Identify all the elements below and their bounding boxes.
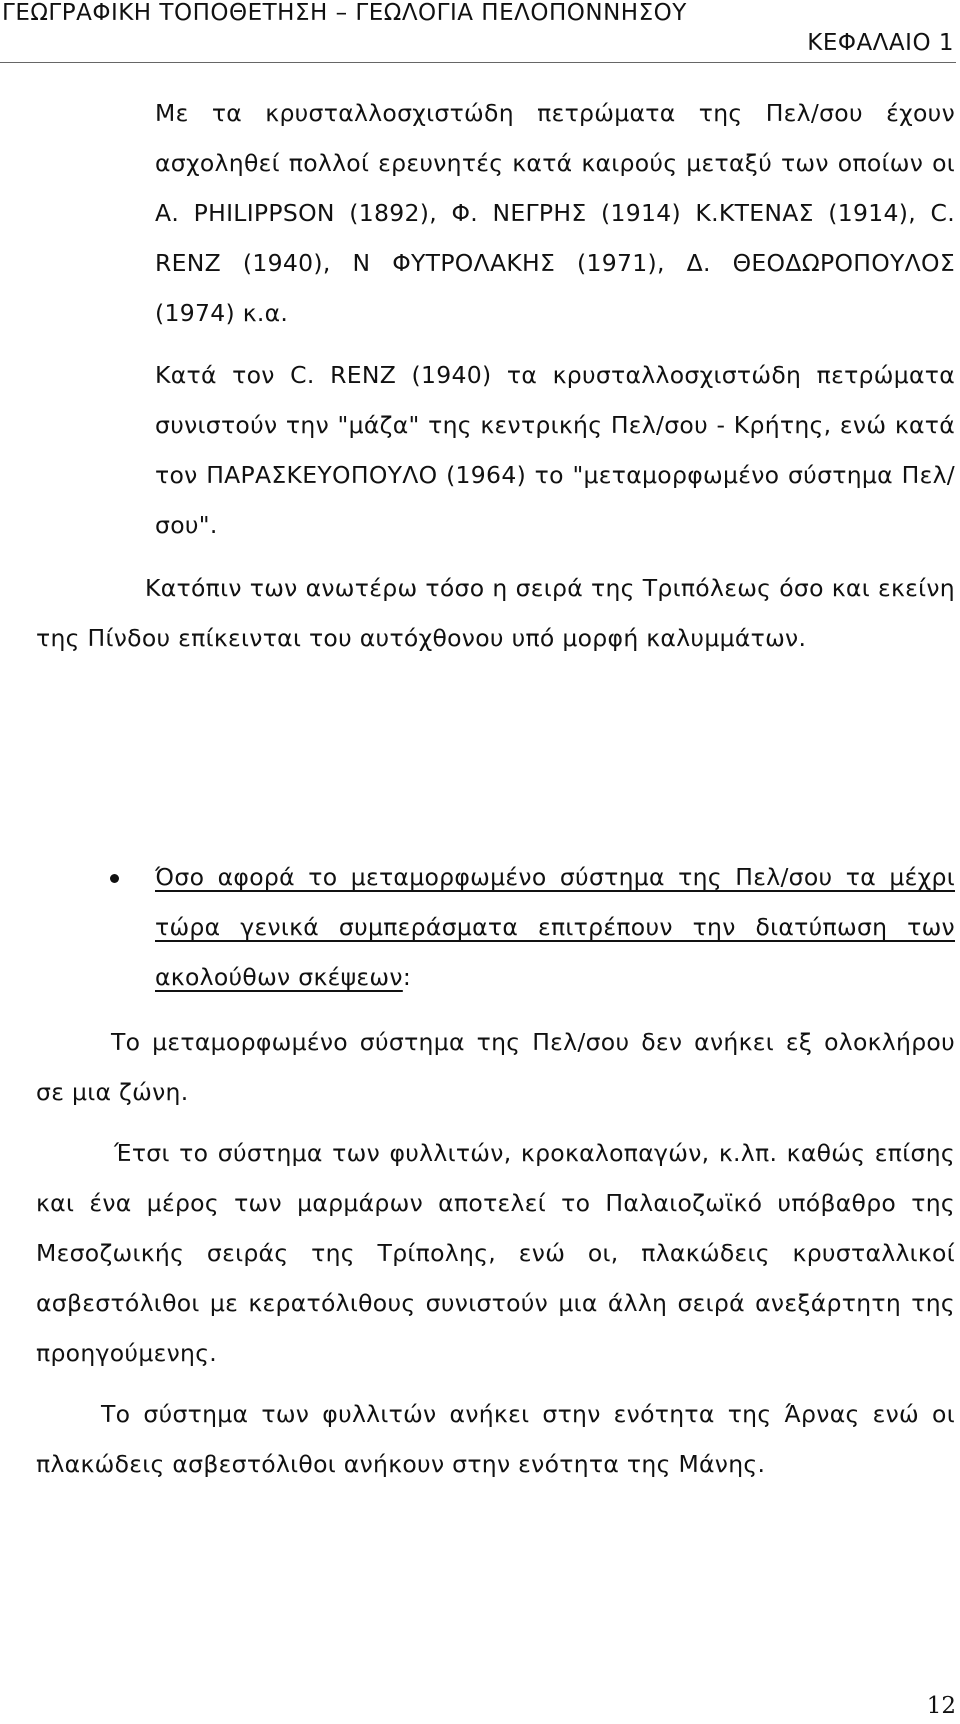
paragraph-renz: Κατά τον C. RENZ (1940) τα κρυσταλλοσχιστώδη πετρώματα συνιστούν την "μάζα" της κεντρικής Πελ/σου - Κρήτης, ενώ κατά τον ΠΑΡΑΣΚΕΥΟΠΟΥΛΟ (1964) το "μεταμορφωμένο σύστημα Πελ/σου". (155, 361, 955, 539)
header-chapter: ΚΕΦΑΛΑΙΟ 1 (807, 30, 954, 56)
page-number: 12 (926, 1693, 956, 1719)
bullet-suffix: : (402, 963, 412, 991)
paragraph-phyllites: Έτσι το σύστημα των φυλλιτών, κροκαλοπαγών, κ.λπ. καθώς επίσης και ένα μέρος των μαρμάρων αποτελεί το Παλαιοζωϊκό υπόβαθρο της Μεσοζωικής σειράς της Τρίπολης, ενώ οι, πλακώδεις κρυσταλλικοί ασβεστόλιθοι με κερατόλιθους συνιστούν μια άλλη σειρά ανεξάρτητη της προηγούμενης. (36, 1139, 955, 1367)
paragraph-units: Το σύστημα των φυλλιτών ανήκει στην ενότητα της Άρνας ενώ οι πλακώδεις ασβεστόλιθοι ανήκουν στην ενότητα της Μάνης. (36, 1400, 955, 1478)
bullet-text (155, 852, 955, 1002)
bullet-dot-icon (110, 874, 119, 883)
paragraph-nappes: Κατόπιν των ανωτέρω τόσο η σειρά της Τριπόλεως όσο και εκείνη της Πίνδου επίκεινται του αυτόχθονου υπό μορφή καλυμμάτων. (36, 574, 955, 652)
header-title: ΓΕΩΓΡΑΦΙΚΗ ΤΟΠΟΘΕΤΗΣΗ – ΓΕΩΛΟΓΙΑ ΠΕΛΟΠΟΝΝΗΣΟΥ (2, 0, 687, 26)
page-header (0, 0, 956, 63)
paragraph-researchers: Με τα κρυσταλλοσχιστώδη πετρώματα της Πελ/σου έχουν ασχοληθεί πολλοί ερευνητές κατά καιρούς μεταξύ των οποίων οι Α. PHILIPPSON (1892), Φ. ΝΕΓΡΗΣ (1914) Κ.ΚΤΕΝΑΣ (1914), C. RENZ (1940), Ν ΦΥΤΡΟΛΑΚΗΣ (1971), Δ. ΘΕΟΔΩΡΟΠΟΥΛΟΣ (1974) κ.α. (155, 99, 955, 327)
bullet-underlined-text: Όσο αφορά το μεταμορφωμένο σύστημα της Πελ/σου τα μέχρι τώρα γενικά συμπεράσματα επιτρέπουν την διατύπωση των ακολούθων σκέψεων (155, 863, 955, 991)
paragraph-zone: Το μεταμορφωμένο σύστημα της Πελ/σου δεν ανήκει εξ ολοκλήρου σε μια ζώνη. (36, 1028, 955, 1106)
